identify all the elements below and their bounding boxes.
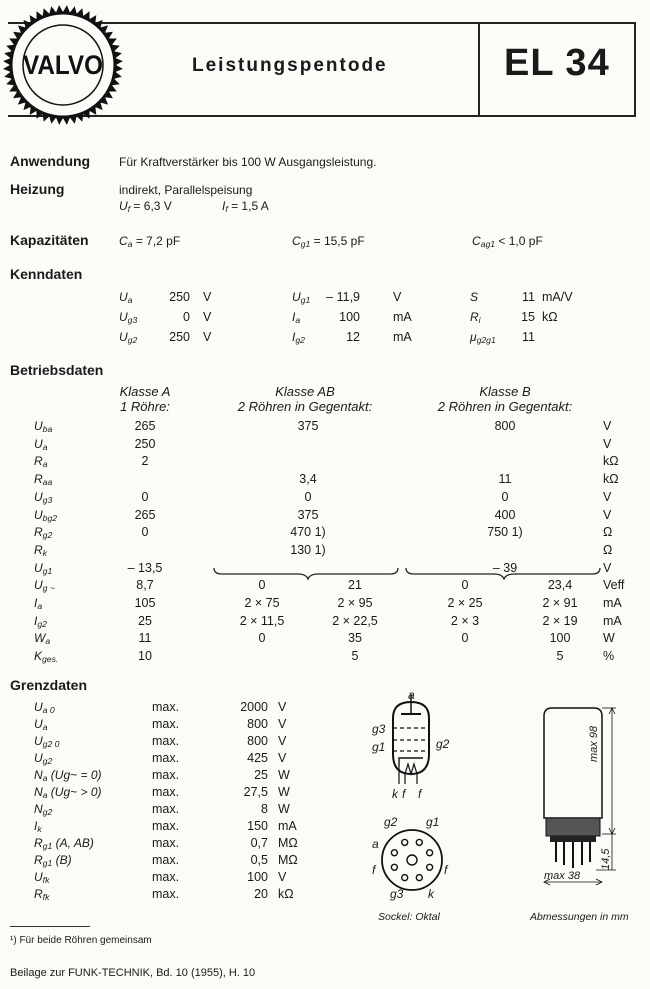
betr-unit: V [603, 419, 612, 433]
grenz-max: max. [152, 887, 180, 901]
grenz-unit: MΩ [278, 853, 298, 867]
betr-symbol: $U_{g1}$ [34, 561, 53, 577]
betr-symbol: $U_{g3}$ [34, 490, 53, 506]
kenn-unit: mA [393, 330, 412, 344]
grenz-unit: V [278, 717, 287, 731]
betr-value: 10 [138, 649, 152, 663]
gegentakt-braces [210, 566, 610, 580]
kenn-value: 250 [169, 290, 190, 304]
pin-g3-label: g3 [372, 722, 386, 736]
kenn-value: 12 [346, 330, 360, 344]
kenn-unit: mA [393, 310, 412, 324]
grenzdaten-label: Grenzdaten [10, 677, 88, 693]
pin-k-label: k [392, 787, 398, 801]
socket-a-label: a [372, 837, 379, 851]
grenz-max: max. [152, 734, 180, 748]
kenn-symbol: S [470, 290, 479, 304]
betr-symbol: $U_{g \sim}$ [34, 578, 55, 594]
cap-ca: $C_a = 7,2$ pF [119, 234, 181, 250]
grenz-symbol: $U_{fk}$ [34, 870, 50, 886]
betr-unit: V [603, 490, 612, 504]
betr-symbol: $R_{aa}$ [34, 472, 53, 488]
betr-value: 2 × 22,5 [332, 614, 378, 628]
pin-f2-label: f [418, 787, 422, 801]
header-divider [478, 22, 480, 115]
pin-g2-label: g2 [436, 737, 450, 751]
betr-value: 0 [141, 525, 149, 539]
betr-value: 25 [138, 614, 152, 628]
kenn-symbol: $U_{g2}$ [119, 330, 138, 346]
kenn-symbol: $U_a$ [119, 290, 133, 306]
betr-value: 400 [494, 508, 516, 522]
betr-value: 250 [134, 437, 156, 451]
betr-value: – 39 [492, 561, 518, 575]
kenn-value: 250 [169, 330, 190, 344]
grenz-value: 8 [261, 802, 268, 816]
betr-value: – 13,5 [127, 561, 163, 575]
betr-value: 2 [141, 454, 149, 468]
socket-g1-label: g1 [426, 815, 440, 829]
heizung-if: $I_f = 1,5$ A [222, 199, 269, 215]
dim-label: Abmessungen in mm [530, 911, 629, 923]
grenz-symbol: $U_{g2 0}$ [34, 734, 60, 750]
grenz-value: 20 [254, 887, 268, 901]
grenz-value: 425 [247, 751, 268, 765]
klasse-a-title: Klasse A [119, 384, 171, 399]
grenz-unit: V [278, 870, 287, 884]
kenn-unit: V [203, 290, 212, 304]
betr-value: 11 [138, 631, 152, 645]
grenz-symbol: $R_{fk}$ [34, 887, 50, 903]
betr-unit: V [603, 508, 612, 522]
betr-value: 2 × 25 [447, 596, 483, 610]
betr-symbol: $U_a$ [34, 437, 48, 453]
betr-unit: kΩ [603, 472, 619, 486]
betr-symbol: $I_a$ [34, 596, 43, 612]
betr-symbol: $W_a$ [34, 631, 51, 647]
kenn-unit: V [393, 290, 402, 304]
betr-value: 265 [134, 508, 156, 522]
betriebsdaten-label: Betriebsdaten [10, 362, 104, 378]
kenn-unit: kΩ [542, 310, 558, 324]
footer-citation: Beilage zur FUNK-TECHNIK, Bd. 10 (1955), H. 10 [10, 967, 256, 979]
pin-g1-label: g1 [372, 740, 386, 754]
footnote: ¹) Für beide Röhren gemeinsam [10, 935, 152, 946]
sockel-label: Sockel: Oktal [378, 911, 440, 923]
betr-value: 2 × 3 [450, 614, 480, 628]
kenn-unit: V [203, 310, 212, 324]
page-title: Leistungspentode [192, 55, 388, 76]
betr-value: 8,7 [136, 578, 154, 592]
betr-value: 0 [258, 578, 266, 592]
kenn-value: 15 [521, 310, 535, 324]
betr-value: 470 1) [290, 525, 326, 539]
grenz-value: 150 [247, 819, 268, 833]
anwendung-label: Anwendung [10, 153, 91, 169]
grenz-symbol: $N_a$ (Ug~ > 0) [34, 785, 102, 801]
betr-value: 265 [134, 419, 156, 433]
kenn-symbol: $U_{g3}$ [119, 310, 138, 326]
grenz-symbol: $N_a$ (Ug~ = 0) [34, 768, 102, 784]
grenz-value: 800 [247, 734, 268, 748]
grenz-symbol: $U_{g2}$ [34, 751, 53, 767]
betr-symbol: $K_{ges.}$ [34, 649, 59, 665]
kenn-symbol: $I_a$ [292, 310, 301, 326]
dim-max98: max 98 [588, 725, 600, 762]
betr-value: 105 [134, 596, 156, 610]
kenn-value: 100 [339, 310, 360, 324]
svg-text:VALVO: VALVO [23, 50, 103, 80]
betr-value: 23,4 [547, 578, 573, 592]
dim-14-5: 14,5 [600, 848, 612, 870]
betr-symbol: $I_{g2}$ [34, 614, 47, 630]
betr-unit: W [603, 631, 615, 645]
betr-value: 35 [348, 631, 362, 645]
betr-value: 0 [461, 631, 469, 645]
grenz-symbol: $I_k$ [34, 819, 42, 835]
grenz-max: max. [152, 700, 180, 714]
grenz-unit: W [278, 768, 290, 782]
betr-value: 2 × 91 [542, 596, 578, 610]
betr-value: 21 [348, 578, 362, 592]
betr-value: 3,4 [299, 472, 317, 486]
cap-cag1: $C_{ag1} < 1,0$ pF [472, 234, 543, 250]
grenz-max: max. [152, 836, 180, 850]
betr-value: 800 [494, 419, 516, 433]
grenz-max: max. [152, 870, 180, 884]
grenz-unit: V [278, 751, 287, 765]
kenn-unit: V [203, 330, 212, 344]
grenz-max: max. [152, 785, 180, 799]
klasse-ab-title: Klasse AB [275, 384, 335, 399]
octal-socket-icon [372, 820, 452, 900]
betr-unit: Ω [603, 543, 613, 557]
grenz-value: 27,5 [243, 785, 268, 799]
grenz-value: 0,7 [250, 836, 268, 850]
kenn-value: 11 [522, 290, 535, 304]
grenz-max: max. [152, 717, 180, 731]
cap-cg1: $C_{g1} = 15,5$ pF [292, 234, 365, 250]
grenz-value: 2000 [240, 700, 268, 714]
betr-value: 375 [297, 508, 319, 522]
betr-unit: Ω [603, 525, 613, 539]
klasse-b-sub: 2 Röhren in Gegentakt: [437, 399, 573, 414]
tube-type: EL 34 [504, 42, 610, 84]
betr-symbol: $U_{bg2}$ [34, 508, 58, 524]
betr-unit: kΩ [603, 454, 619, 468]
valvo-logo [2, 1, 124, 129]
klasse-b-title: Klasse B [479, 384, 531, 399]
grenz-max: max. [152, 802, 180, 816]
grenz-value: 25 [254, 768, 268, 782]
pin-a-label: a [408, 688, 415, 702]
grenz-max: max. [152, 768, 180, 782]
kenn-symbol: $\mu_{g2g1}$ [470, 330, 496, 346]
grenz-unit: mA [278, 819, 297, 833]
grenz-unit: V [278, 734, 287, 748]
betr-value: 750 1) [487, 525, 523, 539]
grenz-value: 800 [247, 717, 268, 731]
betr-unit: Veff [603, 578, 625, 592]
socket-k-label: k [428, 887, 434, 901]
grenz-unit: kΩ [278, 887, 294, 901]
betr-value: 5 [351, 649, 359, 663]
betr-value: 130 1) [290, 543, 326, 557]
betr-unit: mA [603, 596, 622, 610]
kenn-symbol: $I_{g2}$ [292, 330, 305, 346]
betr-value: 11 [498, 472, 512, 486]
betr-value: 2 × 11,5 [239, 614, 285, 628]
betr-symbol: $R_a$ [34, 454, 48, 470]
betr-value: 2 × 19 [542, 614, 578, 628]
betr-value: 2 × 75 [244, 596, 280, 610]
betr-value: 2 × 95 [337, 596, 373, 610]
grenz-max: max. [152, 751, 180, 765]
betr-value: 0 [141, 490, 149, 504]
dim-max38: max 38 [544, 870, 581, 882]
socket-g2-label: g2 [384, 815, 398, 829]
betr-value: 5 [556, 649, 564, 663]
socket-f1-label: f [372, 863, 376, 877]
betr-symbol: $R_{g2}$ [34, 525, 53, 541]
socket-f2-label: f [444, 863, 448, 877]
betr-value: 375 [297, 419, 319, 433]
betr-value: 0 [501, 490, 509, 504]
grenz-symbol: $R_{g1}$ (A, AB) [34, 836, 94, 852]
pin-f1-label: f [402, 787, 406, 801]
betr-value: 0 [258, 631, 266, 645]
grenz-unit: V [278, 700, 287, 714]
grenz-symbol: $N_{g2}$ [34, 802, 53, 818]
betr-symbol: $U_{ba}$ [34, 419, 53, 435]
heizung-uf: $U_f = 6,3$ V [119, 199, 172, 215]
grenz-unit: W [278, 802, 290, 816]
socket-g3-label: g3 [390, 887, 404, 901]
betr-value: 0 [304, 490, 312, 504]
grenz-symbol: $R_{g1}$ (B) [34, 853, 72, 869]
betr-value: 0 [461, 578, 469, 592]
kapazitaeten-label: Kapazitäten [10, 232, 89, 248]
heizung-label: Heizung [10, 181, 65, 197]
grenz-unit: MΩ [278, 836, 298, 850]
kenn-value: 0 [183, 310, 190, 324]
anwendung-text: Für Kraftverstärker bis 100 W Ausgangsleistung. [119, 155, 377, 169]
kenn-unit: mA/V [542, 290, 573, 304]
klasse-ab-sub: 2 Röhren in Gegentakt: [237, 399, 373, 414]
betr-unit: V [603, 561, 612, 575]
kenn-symbol: $R_i$ [470, 310, 481, 326]
heizung-type: indirekt, Parallelspeisung [119, 183, 253, 197]
kenndaten-label: Kenndaten [10, 266, 83, 282]
betr-unit: mA [603, 614, 622, 628]
betr-value: 100 [549, 631, 571, 645]
footnote-rule [10, 926, 90, 927]
grenz-value: 100 [247, 870, 268, 884]
betr-unit: V [603, 437, 612, 451]
grenz-max: max. [152, 853, 180, 867]
grenz-max: max. [152, 819, 180, 833]
grenz-symbol: $U_a$ [34, 717, 48, 733]
grenz-unit: W [278, 785, 290, 799]
grenz-symbol: $U_{a 0}$ [34, 700, 55, 716]
klasse-a-sub: 1 Röhre: [120, 399, 170, 414]
kenn-value: – 11,9 [326, 290, 360, 304]
kenn-symbol: $U_{g1}$ [292, 290, 311, 306]
kenn-value: 11 [522, 330, 535, 344]
betr-unit: % [603, 649, 615, 663]
grenz-value: 0,5 [250, 853, 268, 867]
betr-symbol: $R_k$ [34, 543, 47, 559]
